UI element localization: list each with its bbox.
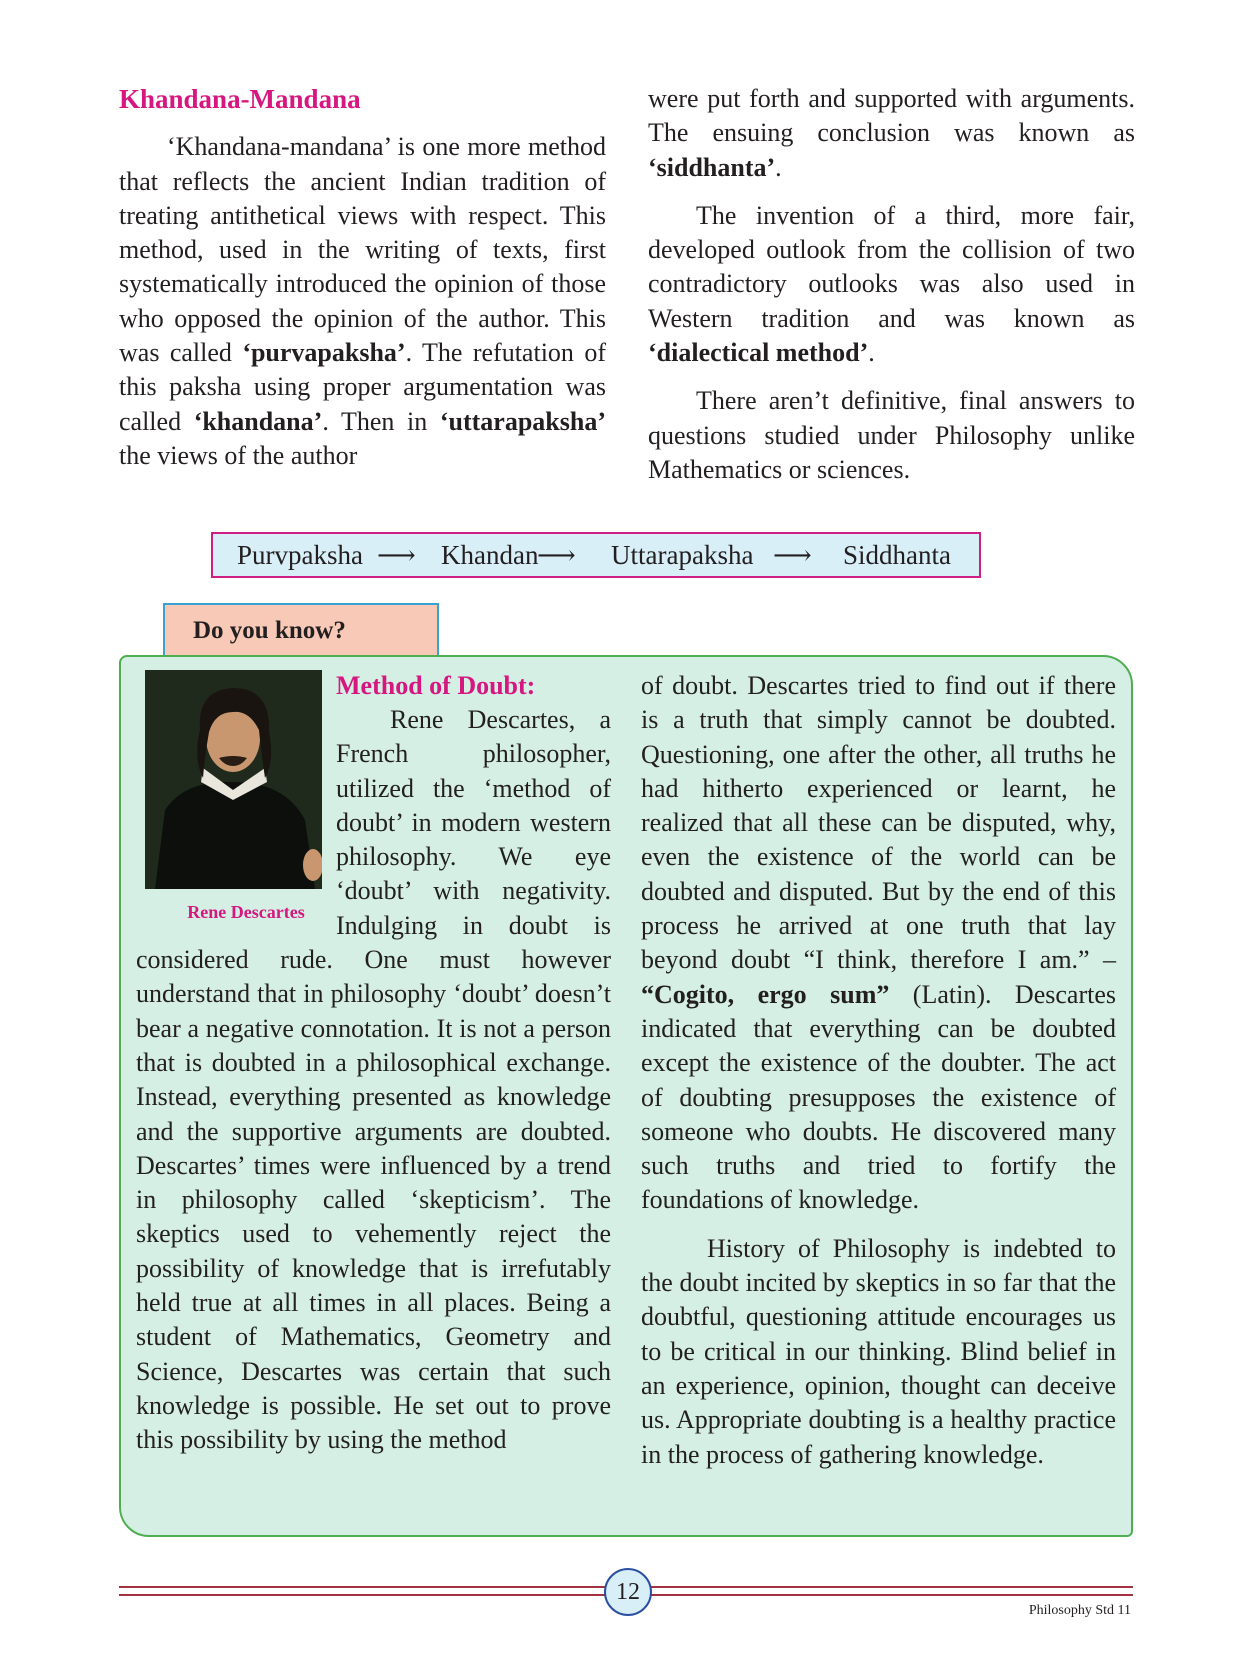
text-run: The invention of a third, more fair, developed outlook from the collision of two contradictory outlooks was also used in Western tradition and was known as: [648, 200, 1135, 333]
text-run: of doubt. Descartes tried to find out if there is a truth that simply cannot be doubted. Questioning, one after the other, all truths he had hitherto experienced or learnt, he realized that all these can be disputed, why, even the existence of the world can be doubted and disputed. But by the end of this process he arrived at one truth that lay beyond doubt “I think, therefore I am.” –: [641, 671, 1116, 975]
left-column: [119, 82, 606, 473]
text-run: were put forth and supported with arguments. The ensuing conclusion was known as: [648, 84, 1135, 148]
text-run: (Latin). Descartes indicated that everything can be doubted except the existence of the doubter. The act of doubting presupposes the existence of someone who doubts. He discovered many such truths and tried to fortify the foundations of knowledge.: [641, 979, 1116, 1215]
section-heading: Khandana-Mandana: [119, 84, 361, 114]
right-column: [648, 82, 1135, 487]
cogito-paragraph: [641, 669, 1116, 1218]
history-paragraph: History of Philosophy is indebted to the doubt incited by skeptics in so far that the doubtful, questioning attitude encourages us to be critical in our thinking. Blind belief in an experience, opinion, thought can deceive us. Appropriate doubting is a healthy practice in the process of gathering knowledge.: [641, 1233, 1116, 1469]
flow-step-siddhanta: Siddhanta: [843, 539, 951, 570]
flow-step-purvpaksha: Purvpaksha: [237, 539, 363, 570]
method-of-doubt-heading: [336, 669, 611, 703]
box-left-column: [136, 669, 611, 703]
box-heading: Method of Doubt:: [336, 671, 536, 700]
box-right-column: [641, 669, 1116, 1472]
answers-paragraph: There aren’t definitive, final answers to questions studied under Philosophy unlike Mathematics or sciences.: [648, 386, 1135, 484]
text-run: .: [868, 338, 875, 368]
portrait-spacer: [136, 703, 336, 943]
arrow-icon: ⟶: [773, 539, 812, 570]
text-run: . Then in: [322, 406, 440, 436]
continuation-paragraph: [648, 82, 1135, 185]
portrait-caption: Rene Descartes: [187, 902, 305, 922]
do-you-know-tab: Do you know?: [163, 603, 439, 655]
page-number: 12: [604, 1568, 652, 1616]
text-run: . The refutation of this paksha using proper argumentation was called: [119, 338, 606, 436]
cogito-quote: “Cogito, ergo sum”: [641, 979, 890, 1009]
term-khandana: ‘khandana’: [193, 406, 323, 436]
arrow-icon: ⟶: [537, 539, 576, 570]
box-left-text: [136, 703, 611, 1458]
text-run: the views of the author: [119, 440, 358, 470]
term-purvapaksha: ‘purvapaksha’: [242, 338, 406, 368]
footer-book-title: Philosophy Std 11: [1028, 1603, 1131, 1618]
flow-step-khandan: Khandan: [441, 539, 539, 570]
text-run: ‘Khandana-mandana’ is one more method that reflects the ancient Indian tradition of treating antithetical views with respect. This method, used in the writing of texts, first systematically introduced the opinion of those who opposed the opinion of the author. This was called: [119, 132, 606, 368]
term-siddhanta: ‘siddhanta’: [648, 152, 776, 182]
khandana-paragraph: [119, 130, 606, 473]
dialectical-paragraph: [648, 199, 1135, 370]
flow-diagram-box: [211, 532, 981, 578]
text-run: .: [775, 152, 782, 182]
term-uttarapaksha: ‘uttarapaksha’: [439, 406, 606, 436]
term-dialectical-method: ‘dialectical method’: [648, 338, 869, 368]
arrow-icon: ⟶: [377, 539, 416, 570]
descartes-paragraph: Rene Descartes, a French philosopher, utilized the ‘method of doubt’ in modern western philosophy. We eye ‘doubt’ with negativity. Indulging in doubt is considered rude. One must however understand that in philosophy ‘doubt’ doesn’t bear a negative connotation. It is not a person that is doubted in a philosophical exchange. Instead, everything presented as knowledge and the supportive arguments are doubted. Descartes’ times were influenced by a trend in philosophy called ‘skepticism’. The skeptics used to vehemently reject the possibility of knowledge that is irrefutably held true at all times in all places. Being a student of Mathematics, Geometry and Science, Descartes was certain that such knowledge is possible. He set out to prove this possibility by using the method: [136, 705, 611, 1455]
flow-step-uttarapaksha: Uttarapaksha: [611, 539, 754, 570]
